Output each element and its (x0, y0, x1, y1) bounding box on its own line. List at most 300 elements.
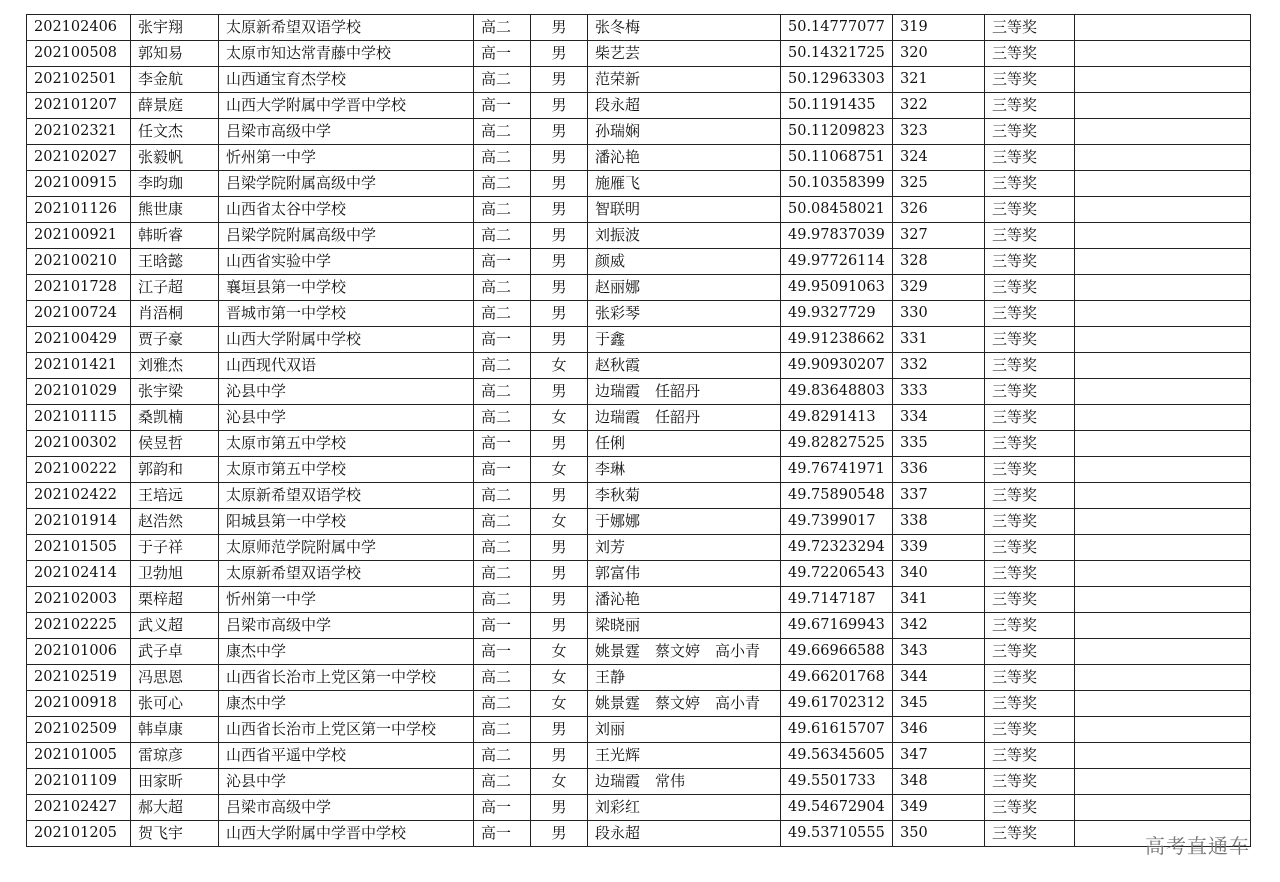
cell-note (1075, 639, 1251, 665)
cell-name: 武义超 (131, 613, 219, 639)
cell-award: 三等奖 (985, 795, 1075, 821)
cell-teacher: 于娜娜 (588, 509, 781, 535)
cell-id: 202102406 (27, 15, 131, 41)
cell-grade: 高一 (474, 457, 531, 483)
cell-grade: 高一 (474, 93, 531, 119)
cell-award: 三等奖 (985, 353, 1075, 379)
cell-rank: 347 (893, 743, 985, 769)
cell-rank: 324 (893, 145, 985, 171)
cell-award: 三等奖 (985, 639, 1075, 665)
cell-score: 49.61702312 (781, 691, 893, 717)
award-table (26, 14, 1251, 847)
cell-note (1075, 795, 1251, 821)
cell-name: 薛景庭 (131, 93, 219, 119)
cell-note (1075, 431, 1251, 457)
cell-name: 刘雅杰 (131, 353, 219, 379)
cell-rank: 350 (893, 821, 985, 847)
cell-id: 202102427 (27, 795, 131, 821)
cell-grade: 高二 (474, 587, 531, 613)
cell-rank: 326 (893, 197, 985, 223)
cell-award: 三等奖 (985, 41, 1075, 67)
cell-score: 49.7147187 (781, 587, 893, 613)
cell-teacher: 于鑫 (588, 327, 781, 353)
cell-grade: 高二 (474, 15, 531, 41)
cell-note (1075, 249, 1251, 275)
table-row (27, 769, 1251, 795)
cell-score: 49.67169943 (781, 613, 893, 639)
cell-teacher: 潘沁艳 (588, 587, 781, 613)
cell-teacher: 颜威 (588, 249, 781, 275)
cell-score: 50.12963303 (781, 67, 893, 93)
cell-gender: 男 (531, 41, 588, 67)
cell-rank: 321 (893, 67, 985, 93)
cell-score: 49.7399017 (781, 509, 893, 535)
cell-grade: 高二 (474, 483, 531, 509)
cell-teacher: 边瑞霞 任韶丹 (588, 379, 781, 405)
cell-id: 202100918 (27, 691, 131, 717)
cell-name: 江子超 (131, 275, 219, 301)
cell-note (1075, 327, 1251, 353)
cell-gender: 男 (531, 197, 588, 223)
cell-name: 郭知易 (131, 41, 219, 67)
cell-score: 49.82827525 (781, 431, 893, 457)
table-row (27, 743, 1251, 769)
cell-id: 202101006 (27, 639, 131, 665)
cell-teacher: 梁晓丽 (588, 613, 781, 639)
cell-id: 202101115 (27, 405, 131, 431)
cell-grade: 高一 (474, 821, 531, 847)
cell-id: 202101126 (27, 197, 131, 223)
cell-teacher: 范荣新 (588, 67, 781, 93)
cell-name: 冯思恩 (131, 665, 219, 691)
cell-grade: 高二 (474, 197, 531, 223)
cell-gender: 男 (531, 145, 588, 171)
cell-note (1075, 275, 1251, 301)
table-row (27, 119, 1251, 145)
cell-rank: 346 (893, 717, 985, 743)
cell-note (1075, 119, 1251, 145)
cell-id: 202100921 (27, 223, 131, 249)
cell-note (1075, 483, 1251, 509)
cell-name: 赵浩然 (131, 509, 219, 535)
cell-teacher: 赵秋霞 (588, 353, 781, 379)
cell-name: 肖浯桐 (131, 301, 219, 327)
cell-note (1075, 15, 1251, 41)
cell-award: 三等奖 (985, 483, 1075, 509)
cell-score: 49.61615707 (781, 717, 893, 743)
cell-id: 202101005 (27, 743, 131, 769)
cell-id: 202101505 (27, 535, 131, 561)
cell-gender: 男 (531, 613, 588, 639)
table-row (27, 197, 1251, 223)
cell-score: 50.08458021 (781, 197, 893, 223)
cell-gender: 女 (531, 353, 588, 379)
cell-grade: 高二 (474, 769, 531, 795)
cell-score: 49.53710555 (781, 821, 893, 847)
cell-award: 三等奖 (985, 275, 1075, 301)
cell-note (1075, 509, 1251, 535)
cell-award: 三等奖 (985, 249, 1075, 275)
cell-gender: 男 (531, 15, 588, 41)
cell-gender: 男 (531, 223, 588, 249)
cell-name: 熊世康 (131, 197, 219, 223)
cell-gender: 男 (531, 535, 588, 561)
cell-award: 三等奖 (985, 535, 1075, 561)
cell-school: 晋城市第一中学校 (219, 301, 474, 327)
cell-school: 忻州第一中学 (219, 587, 474, 613)
cell-note (1075, 587, 1251, 613)
cell-rank: 349 (893, 795, 985, 821)
cell-score: 49.83648803 (781, 379, 893, 405)
table-row (27, 691, 1251, 717)
cell-award: 三等奖 (985, 457, 1075, 483)
cell-school: 吕梁市高级中学 (219, 613, 474, 639)
cell-grade: 高二 (474, 223, 531, 249)
cell-teacher: 施雁飞 (588, 171, 781, 197)
cell-gender: 女 (531, 405, 588, 431)
table-row (27, 509, 1251, 535)
cell-score: 49.91238662 (781, 327, 893, 353)
cell-name: 张宇翔 (131, 15, 219, 41)
cell-school: 山西省长治市上党区第一中学校 (219, 717, 474, 743)
cell-grade: 高一 (474, 795, 531, 821)
table-row (27, 561, 1251, 587)
table-body (27, 15, 1251, 847)
cell-score: 49.97837039 (781, 223, 893, 249)
cell-id: 202102225 (27, 613, 131, 639)
cell-grade: 高二 (474, 275, 531, 301)
cell-name: 王培远 (131, 483, 219, 509)
cell-name: 郝大超 (131, 795, 219, 821)
cell-note (1075, 561, 1251, 587)
cell-grade: 高一 (474, 41, 531, 67)
cell-name: 韩卓康 (131, 717, 219, 743)
cell-name: 李昀珈 (131, 171, 219, 197)
cell-rank: 320 (893, 41, 985, 67)
cell-gender: 男 (531, 587, 588, 613)
cell-teacher: 边瑞霞 常伟 (588, 769, 781, 795)
cell-rank: 332 (893, 353, 985, 379)
cell-grade: 高二 (474, 405, 531, 431)
cell-id: 202102321 (27, 119, 131, 145)
table-row (27, 821, 1251, 847)
cell-gender: 男 (531, 119, 588, 145)
cell-rank: 331 (893, 327, 985, 353)
cell-rank: 341 (893, 587, 985, 613)
cell-grade: 高一 (474, 431, 531, 457)
cell-grade: 高二 (474, 691, 531, 717)
cell-note (1075, 405, 1251, 431)
cell-school: 太原市第五中学校 (219, 431, 474, 457)
cell-name: 贺飞宇 (131, 821, 219, 847)
cell-id: 202100210 (27, 249, 131, 275)
cell-note (1075, 613, 1251, 639)
cell-score: 49.97726114 (781, 249, 893, 275)
cell-school: 太原市第五中学校 (219, 457, 474, 483)
cell-score: 49.75890548 (781, 483, 893, 509)
cell-award: 三等奖 (985, 301, 1075, 327)
cell-id: 202100508 (27, 41, 131, 67)
cell-gender: 男 (531, 795, 588, 821)
cell-gender: 男 (531, 821, 588, 847)
cell-note (1075, 197, 1251, 223)
cell-name: 栗梓超 (131, 587, 219, 613)
cell-award: 三等奖 (985, 379, 1075, 405)
cell-grade: 高二 (474, 379, 531, 405)
cell-gender: 男 (531, 717, 588, 743)
cell-grade: 高二 (474, 535, 531, 561)
cell-id: 202101205 (27, 821, 131, 847)
cell-teacher: 李秋菊 (588, 483, 781, 509)
cell-teacher: 刘振波 (588, 223, 781, 249)
cell-grade: 高二 (474, 301, 531, 327)
cell-teacher: 王静 (588, 665, 781, 691)
cell-score: 49.72323294 (781, 535, 893, 561)
cell-award: 三等奖 (985, 15, 1075, 41)
cell-award: 三等奖 (985, 145, 1075, 171)
cell-school: 山西省平遥中学校 (219, 743, 474, 769)
cell-id: 202102003 (27, 587, 131, 613)
cell-school: 山西省太谷中学校 (219, 197, 474, 223)
cell-teacher: 任俐 (588, 431, 781, 457)
cell-school: 山西通宝育杰学校 (219, 67, 474, 93)
cell-gender: 男 (531, 171, 588, 197)
cell-grade: 高二 (474, 119, 531, 145)
cell-grade: 高二 (474, 509, 531, 535)
cell-award: 三等奖 (985, 327, 1075, 353)
cell-gender: 男 (531, 67, 588, 93)
cell-gender: 女 (531, 509, 588, 535)
cell-rank: 330 (893, 301, 985, 327)
cell-school: 吕梁学院附属高级中学 (219, 171, 474, 197)
cell-school: 山西现代双语 (219, 353, 474, 379)
cell-name: 张可心 (131, 691, 219, 717)
cell-id: 202102422 (27, 483, 131, 509)
cell-gender: 男 (531, 743, 588, 769)
cell-rank: 339 (893, 535, 985, 561)
cell-gender: 男 (531, 249, 588, 275)
table-row (27, 483, 1251, 509)
cell-grade: 高二 (474, 67, 531, 93)
cell-rank: 323 (893, 119, 985, 145)
cell-note (1075, 67, 1251, 93)
cell-name: 侯昱哲 (131, 431, 219, 457)
cell-gender: 女 (531, 639, 588, 665)
cell-rank: 322 (893, 93, 985, 119)
cell-score: 50.14777077 (781, 15, 893, 41)
cell-id: 202101029 (27, 379, 131, 405)
cell-school: 沁县中学 (219, 405, 474, 431)
table-row (27, 431, 1251, 457)
cell-rank: 329 (893, 275, 985, 301)
cell-grade: 高二 (474, 171, 531, 197)
table-row (27, 223, 1251, 249)
cell-score: 49.54672904 (781, 795, 893, 821)
cell-note (1075, 41, 1251, 67)
cell-award: 三等奖 (985, 93, 1075, 119)
cell-school: 山西大学附属中学晋中学校 (219, 821, 474, 847)
cell-school: 康杰中学 (219, 639, 474, 665)
cell-gender: 男 (531, 275, 588, 301)
cell-rank: 344 (893, 665, 985, 691)
watermark: 高考直通车 (1145, 834, 1250, 858)
cell-teacher: 李琳 (588, 457, 781, 483)
cell-school: 沁县中学 (219, 769, 474, 795)
cell-id: 202101207 (27, 93, 131, 119)
cell-score: 49.66201768 (781, 665, 893, 691)
cell-school: 吕梁市高级中学 (219, 119, 474, 145)
cell-score: 50.10358399 (781, 171, 893, 197)
cell-rank: 342 (893, 613, 985, 639)
table-row (27, 405, 1251, 431)
table-row (27, 379, 1251, 405)
cell-award: 三等奖 (985, 431, 1075, 457)
cell-note (1075, 171, 1251, 197)
table-row (27, 535, 1251, 561)
cell-school: 山西大学附属中学校 (219, 327, 474, 353)
cell-teacher: 刘芳 (588, 535, 781, 561)
cell-teacher: 刘彩红 (588, 795, 781, 821)
cell-rank: 333 (893, 379, 985, 405)
cell-score: 50.14321725 (781, 41, 893, 67)
cell-rank: 340 (893, 561, 985, 587)
cell-school: 太原新希望双语学校 (219, 483, 474, 509)
table-row (27, 795, 1251, 821)
cell-rank: 348 (893, 769, 985, 795)
cell-award: 三等奖 (985, 691, 1075, 717)
cell-award: 三等奖 (985, 821, 1075, 847)
cell-rank: 319 (893, 15, 985, 41)
cell-grade: 高二 (474, 717, 531, 743)
cell-id: 202100915 (27, 171, 131, 197)
table-row (27, 301, 1251, 327)
cell-note (1075, 301, 1251, 327)
cell-grade: 高二 (474, 561, 531, 587)
cell-id: 202102519 (27, 665, 131, 691)
cell-score: 49.90930207 (781, 353, 893, 379)
cell-name: 张宇梁 (131, 379, 219, 405)
cell-id: 202100222 (27, 457, 131, 483)
cell-award: 三等奖 (985, 561, 1075, 587)
cell-school: 忻州第一中学 (219, 145, 474, 171)
cell-school: 太原新希望双语学校 (219, 15, 474, 41)
cell-rank: 345 (893, 691, 985, 717)
cell-score: 49.95091063 (781, 275, 893, 301)
table-row (27, 353, 1251, 379)
cell-gender: 女 (531, 769, 588, 795)
table-row (27, 41, 1251, 67)
cell-award: 三等奖 (985, 717, 1075, 743)
cell-teacher: 姚景霆 蔡文婷 高小青 (588, 639, 781, 665)
cell-gender: 男 (531, 379, 588, 405)
cell-name: 张毅帆 (131, 145, 219, 171)
cell-rank: 328 (893, 249, 985, 275)
cell-name: 王晗懿 (131, 249, 219, 275)
cell-score: 49.8291413 (781, 405, 893, 431)
cell-school: 山西省实验中学 (219, 249, 474, 275)
cell-teacher: 潘沁艳 (588, 145, 781, 171)
cell-name: 韩昕睿 (131, 223, 219, 249)
table-row (27, 327, 1251, 353)
table-row (27, 717, 1251, 743)
cell-award: 三等奖 (985, 67, 1075, 93)
table-row (27, 93, 1251, 119)
cell-teacher: 张彩琴 (588, 301, 781, 327)
cell-grade: 高二 (474, 665, 531, 691)
cell-teacher: 张冬梅 (588, 15, 781, 41)
cell-id: 202102027 (27, 145, 131, 171)
cell-name: 卫勃旭 (131, 561, 219, 587)
cell-rank: 334 (893, 405, 985, 431)
cell-school: 太原师范学院附属中学 (219, 535, 474, 561)
cell-note (1075, 223, 1251, 249)
cell-gender: 男 (531, 431, 588, 457)
cell-note (1075, 93, 1251, 119)
table-row (27, 171, 1251, 197)
cell-award: 三等奖 (985, 171, 1075, 197)
cell-note (1075, 145, 1251, 171)
cell-teacher: 姚景霆 蔡文婷 高小青 (588, 691, 781, 717)
table-row (27, 639, 1251, 665)
cell-gender: 男 (531, 483, 588, 509)
cell-award: 三等奖 (985, 613, 1075, 639)
cell-id: 202102414 (27, 561, 131, 587)
cell-score: 50.1191435 (781, 93, 893, 119)
cell-gender: 男 (531, 301, 588, 327)
cell-id: 202101728 (27, 275, 131, 301)
table-row (27, 275, 1251, 301)
cell-note (1075, 353, 1251, 379)
table-row (27, 457, 1251, 483)
cell-award: 三等奖 (985, 223, 1075, 249)
cell-teacher: 边瑞霞 任韶丹 (588, 405, 781, 431)
cell-gender: 男 (531, 327, 588, 353)
cell-grade: 高一 (474, 613, 531, 639)
cell-school: 康杰中学 (219, 691, 474, 717)
cell-grade: 高一 (474, 639, 531, 665)
cell-gender: 男 (531, 561, 588, 587)
cell-id: 202101109 (27, 769, 131, 795)
cell-note (1075, 691, 1251, 717)
cell-school: 山西省长治市上党区第一中学校 (219, 665, 474, 691)
cell-award: 三等奖 (985, 769, 1075, 795)
table-row (27, 665, 1251, 691)
cell-teacher: 段永超 (588, 93, 781, 119)
cell-teacher: 刘丽 (588, 717, 781, 743)
cell-score: 49.56345605 (781, 743, 893, 769)
cell-school: 太原市知达常青藤中学校 (219, 41, 474, 67)
cell-teacher: 赵丽娜 (588, 275, 781, 301)
cell-school: 太原新希望双语学校 (219, 561, 474, 587)
table-row (27, 613, 1251, 639)
cell-name: 贾子豪 (131, 327, 219, 353)
cell-name: 田家昕 (131, 769, 219, 795)
cell-school: 阳城县第一中学校 (219, 509, 474, 535)
cell-school: 沁县中学 (219, 379, 474, 405)
cell-award: 三等奖 (985, 197, 1075, 223)
cell-award: 三等奖 (985, 743, 1075, 769)
cell-score: 49.9327729 (781, 301, 893, 327)
cell-note (1075, 665, 1251, 691)
cell-score: 49.5501733 (781, 769, 893, 795)
cell-gender: 女 (531, 691, 588, 717)
cell-name: 武子卓 (131, 639, 219, 665)
cell-note (1075, 457, 1251, 483)
cell-id: 202101914 (27, 509, 131, 535)
cell-school: 吕梁市高级中学 (219, 795, 474, 821)
table-row (27, 15, 1251, 41)
cell-id: 202102509 (27, 717, 131, 743)
